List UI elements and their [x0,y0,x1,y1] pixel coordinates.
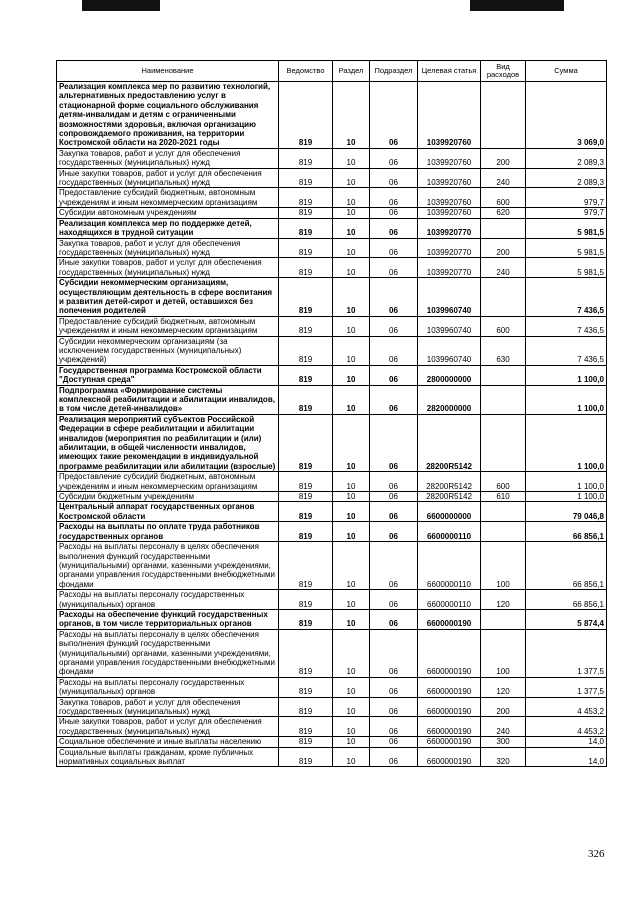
cell-type: 620 [481,208,526,218]
cell-subsection: 06 [370,629,418,677]
cell-subsection: 06 [370,385,418,414]
cell-dept: 819 [279,472,333,492]
cell-sum: 7 436,5 [526,278,607,317]
cell-name: Расходы на выплаты персоналу государственных (муниципальных) органов [57,590,279,610]
cell-dept: 819 [279,218,333,238]
cell-name: Расходы на выплаты персоналу в целях обеспечения выполнения функций государственными (муниципальными) органами, казенными учреждениями, органами управления государственными внебюджетными фондами [57,629,279,677]
cell-dept: 819 [279,316,333,336]
cell-dept: 819 [279,677,333,697]
cell-section: 10 [333,492,370,502]
table-row [57,414,607,471]
cell-section: 10 [333,472,370,492]
cell-subsection: 06 [370,502,418,522]
cell-section: 10 [333,677,370,697]
cell-name: Иные закупки товаров, работ и услуг для обеспечения государственных (муниципальных) нужд [57,717,279,737]
scan-artifact [82,0,160,11]
cell-section: 10 [333,522,370,542]
cell-sum: 2 089,3 [526,148,607,168]
cell-dept: 819 [279,629,333,677]
table-row [57,316,607,336]
table-row [57,365,607,385]
cell-dept: 819 [279,208,333,218]
cell-name: Субсидии бюджетным учреждениям [57,492,279,502]
cell-name: Предоставление субсидий бюджетным, автономным учреждениям и иным некоммерческим организациям [57,188,279,208]
table-row [57,278,607,317]
cell-section: 10 [333,609,370,629]
header-name: Наименование [57,61,279,82]
cell-target: 6600000190 [418,609,481,629]
cell-type: 200 [481,697,526,717]
cell-section: 10 [333,747,370,767]
cell-target: 1039920760 [418,168,481,188]
header-dept: Ведомство [279,61,333,82]
cell-dept: 819 [279,188,333,208]
cell-sum: 3 069,0 [526,82,607,149]
cell-section: 10 [333,316,370,336]
cell-section: 10 [333,697,370,717]
cell-type [481,278,526,317]
cell-target: 6600000110 [418,542,481,590]
cell-subsection: 06 [370,82,418,149]
cell-target: 1039960740 [418,316,481,336]
cell-type: 200 [481,238,526,258]
table-row [57,747,607,767]
cell-subsection: 06 [370,522,418,542]
table-row [57,472,607,492]
cell-dept: 819 [279,542,333,590]
cell-section: 10 [333,502,370,522]
cell-section: 10 [333,188,370,208]
cell-dept: 819 [279,336,333,365]
cell-section: 10 [333,336,370,365]
cell-name: Субсидии некоммерческим организациям (за исключением государственных (муниципальных) учреждений) [57,336,279,365]
table-row [57,697,607,717]
cell-target: 1039920770 [418,238,481,258]
table-row [57,677,607,697]
cell-name: Иные закупки товаров, работ и услуг для обеспечения государственных (муниципальных) нужд [57,168,279,188]
cell-type [481,218,526,238]
cell-dept: 819 [279,414,333,471]
cell-type: 300 [481,737,526,747]
cell-dept: 819 [279,590,333,610]
cell-sum: 1 100,0 [526,385,607,414]
cell-dept: 819 [279,609,333,629]
cell-dept: 819 [279,278,333,317]
cell-subsection: 06 [370,542,418,590]
cell-subsection: 06 [370,677,418,697]
cell-sum: 5 874,4 [526,609,607,629]
cell-dept: 819 [279,168,333,188]
cell-sum: 5 981,5 [526,258,607,278]
cell-name: Реализация комплекса мер по развитию технологий, альтернативных предоставлению услуг в стационарной форме социального обслуживания детям-инвалидам и детям с ограниченными возможностями здоровья, включая организацию сопровождаемого проживания, на территории Костромской области на 2020-2021 годы [57,82,279,149]
table-row [57,258,607,278]
cell-name: Социальные выплаты гражданам, кроме публичных нормативных социальных выплат [57,747,279,767]
cell-type: 240 [481,168,526,188]
cell-section: 10 [333,629,370,677]
cell-name: Социальное обеспечение и иные выплаты населению [57,737,279,747]
cell-target: 6600000190 [418,677,481,697]
cell-target: 6600000190 [418,737,481,747]
cell-sum: 1 100,0 [526,472,607,492]
cell-subsection: 06 [370,492,418,502]
cell-type: 240 [481,258,526,278]
cell-type: 610 [481,492,526,502]
table-header-row [57,61,607,82]
cell-name: Предоставление субсидий бюджетным, автономным учреждениям и иным некоммерческим организациям [57,316,279,336]
table-row [57,208,607,218]
cell-section: 10 [333,737,370,747]
cell-sum: 7 436,5 [526,316,607,336]
cell-name: Иные закупки товаров, работ и услуг для обеспечения государственных (муниципальных) нужд [57,258,279,278]
table-row [57,148,607,168]
cell-target: 28200R5142 [418,472,481,492]
cell-sum: 7 436,5 [526,336,607,365]
cell-type: 630 [481,336,526,365]
table-row [57,609,607,629]
cell-name: Расходы на обеспечение функций государственных органов, в том числе территориальных органов [57,609,279,629]
cell-type: 120 [481,590,526,610]
cell-type: 600 [481,472,526,492]
cell-section: 10 [333,385,370,414]
cell-dept: 819 [279,737,333,747]
cell-section: 10 [333,148,370,168]
cell-sum: 1 100,0 [526,365,607,385]
cell-sum: 14,0 [526,747,607,767]
cell-type [481,502,526,522]
cell-sum: 4 453,2 [526,717,607,737]
table-row [57,82,607,149]
cell-name: Субсидии некоммерческим организациям, осуществляющим деятельность в сфере воспитания и развития детей-сирот и детей, оставшихся без попечения родителей [57,278,279,317]
table-row [57,218,607,238]
cell-type: 320 [481,747,526,767]
header-type: Вид расходов [481,61,526,82]
cell-target: 28200R5142 [418,492,481,502]
cell-dept: 819 [279,148,333,168]
cell-sum: 5 981,5 [526,218,607,238]
cell-section: 10 [333,542,370,590]
cell-subsection: 06 [370,365,418,385]
cell-section: 10 [333,590,370,610]
cell-target: 1039920760 [418,208,481,218]
cell-target: 6600000190 [418,697,481,717]
cell-target: 1039920770 [418,218,481,238]
cell-sum: 1 100,0 [526,492,607,502]
cell-subsection: 06 [370,278,418,317]
cell-target: 2800000000 [418,365,481,385]
cell-sum: 5 981,5 [526,238,607,258]
cell-type: 600 [481,316,526,336]
cell-subsection: 06 [370,472,418,492]
cell-section: 10 [333,82,370,149]
budget-table [56,60,607,767]
table-row [57,717,607,737]
cell-sum: 66 856,1 [526,590,607,610]
cell-dept: 819 [279,697,333,717]
cell-subsection: 06 [370,697,418,717]
header-target: Целевая статья [418,61,481,82]
cell-name: Реализация комплекса мер по поддержке детей, находящихся в трудной ситуации [57,218,279,238]
scan-artifact [470,0,564,11]
header-sum: Сумма [526,61,607,82]
cell-subsection: 06 [370,208,418,218]
cell-target: 6600000190 [418,747,481,767]
cell-section: 10 [333,258,370,278]
table-row [57,238,607,258]
table-row [57,492,607,502]
cell-dept: 819 [279,717,333,737]
cell-section: 10 [333,414,370,471]
cell-name: Расходы на выплаты по оплате труда работников государственных органов [57,522,279,542]
cell-section: 10 [333,278,370,317]
cell-dept: 819 [279,492,333,502]
cell-target: 6600000190 [418,717,481,737]
cell-name: Подпрограмма «Формирование системы комплексной реабилитации и абилитации инвалидов, в том числе детей-инвалидов» [57,385,279,414]
cell-subsection: 06 [370,258,418,278]
table-row [57,590,607,610]
cell-type: 100 [481,542,526,590]
cell-type [481,365,526,385]
table-row [57,629,607,677]
cell-subsection: 06 [370,168,418,188]
cell-name: Предоставление субсидий бюджетным, автономным учреждениям и иным некоммерческим организациям [57,472,279,492]
cell-target: 6600000110 [418,590,481,610]
cell-type [481,385,526,414]
table-row [57,737,607,747]
cell-type [481,414,526,471]
cell-dept: 819 [279,365,333,385]
cell-dept: 819 [279,502,333,522]
cell-name: Центральный аппарат государственных органов Костромской области [57,502,279,522]
cell-sum: 979,7 [526,208,607,218]
table-row [57,385,607,414]
cell-type [481,522,526,542]
cell-dept: 819 [279,522,333,542]
cell-name: Субсидии автономным учреждениям [57,208,279,218]
cell-subsection: 06 [370,717,418,737]
cell-subsection: 06 [370,148,418,168]
cell-name: Реализация мероприятий субъектов Российской Федерации в сфере реабилитации и абилитации инвалидов (мероприятия по реабилитации и (или) абилитации, в общей численности инвалидов, имеющих такие рекомендации в индивидуальной программе реабилитации или абилитации (взрослые) [57,414,279,471]
cell-target: 1039960740 [418,278,481,317]
cell-section: 10 [333,218,370,238]
cell-sum: 979,7 [526,188,607,208]
cell-dept: 819 [279,385,333,414]
cell-target: 6600000190 [418,629,481,677]
cell-name: Закупка товаров, работ и услуг для обеспечения государственных (муниципальных) нужд [57,238,279,258]
cell-name: Закупка товаров, работ и услуг для обеспечения государственных (муниципальных) нужд [57,697,279,717]
cell-subsection: 06 [370,737,418,747]
cell-type: 200 [481,148,526,168]
cell-section: 10 [333,717,370,737]
cell-subsection: 06 [370,590,418,610]
cell-sum: 1 377,5 [526,677,607,697]
cell-name: Расходы на выплаты персоналу государственных (муниципальных) органов [57,677,279,697]
cell-type: 240 [481,717,526,737]
cell-dept: 819 [279,747,333,767]
cell-sum: 79 046,8 [526,502,607,522]
cell-target: 2820000000 [418,385,481,414]
cell-target: 28200R5142 [418,414,481,471]
cell-sum: 1 377,5 [526,629,607,677]
cell-sum: 66 856,1 [526,542,607,590]
cell-subsection: 06 [370,336,418,365]
cell-section: 10 [333,238,370,258]
cell-type: 100 [481,629,526,677]
cell-target: 6600000000 [418,502,481,522]
cell-sum: 2 089,3 [526,168,607,188]
header-subsection: Подраздел [370,61,418,82]
cell-section: 10 [333,208,370,218]
cell-type: 120 [481,677,526,697]
cell-dept: 819 [279,258,333,278]
cell-sum: 14,0 [526,737,607,747]
cell-subsection: 06 [370,188,418,208]
cell-target: 1039920760 [418,148,481,168]
cell-subsection: 06 [370,238,418,258]
cell-name: Закупка товаров, работ и услуг для обеспечения государственных (муниципальных) нужд [57,148,279,168]
cell-name: Государственная программа Костромской области "Доступная среда" [57,365,279,385]
cell-type [481,609,526,629]
cell-subsection: 06 [370,414,418,471]
header-section: Раздел [333,61,370,82]
table-row [57,336,607,365]
table-row [57,168,607,188]
cell-section: 10 [333,168,370,188]
cell-target: 6600000110 [418,522,481,542]
cell-sum: 1 100,0 [526,414,607,471]
cell-type [481,82,526,149]
cell-dept: 819 [279,238,333,258]
page-number: 326 [588,848,605,860]
cell-target: 1039920760 [418,82,481,149]
cell-target: 1039960740 [418,336,481,365]
cell-sum: 66 856,1 [526,522,607,542]
cell-subsection: 06 [370,747,418,767]
cell-subsection: 06 [370,218,418,238]
table-row [57,522,607,542]
table-row [57,188,607,208]
cell-dept: 819 [279,82,333,149]
table-row [57,502,607,522]
cell-type: 600 [481,188,526,208]
cell-target: 1039920770 [418,258,481,278]
cell-subsection: 06 [370,316,418,336]
cell-name: Расходы на выплаты персоналу в целях обеспечения выполнения функций государственными (муниципальными) органами, казенными учреждениями, органами управления государственными внебюджетными фондами [57,542,279,590]
cell-subsection: 06 [370,609,418,629]
cell-section: 10 [333,365,370,385]
cell-target: 1039920760 [418,188,481,208]
cell-sum: 4 453,2 [526,697,607,717]
table-row [57,542,607,590]
